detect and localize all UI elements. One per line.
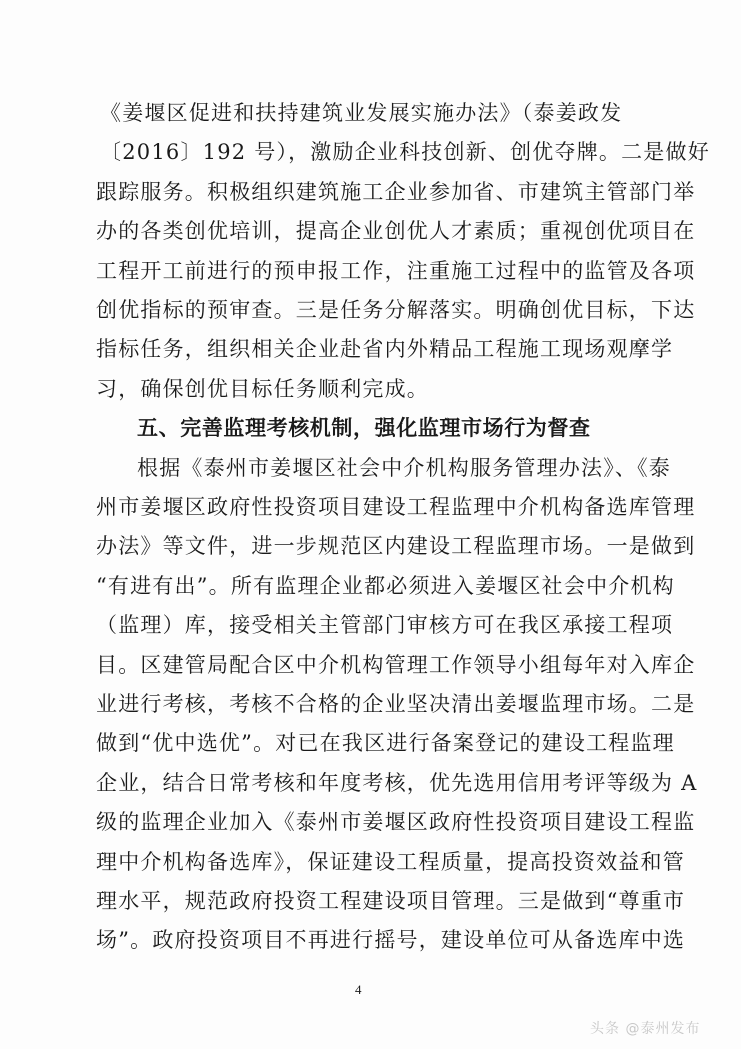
paragraph-line: 习，确保创优目标任务顺利完成。 bbox=[96, 376, 429, 401]
paragraph-line: 理中介机构备选库》，保证建设工程质量，提高投资效益和管 bbox=[96, 849, 685, 874]
paragraph-line: 办法》等文件，进一步规范区内建设工程监理市场。一是做到 bbox=[96, 534, 696, 559]
paragraph-line: 目。区建管局配合区中介机构管理工作领导小组每年对入库企 bbox=[96, 652, 696, 677]
paragraph-line: 指标任务，组织相关企业赴省内外精品工程施工现场观摩学 bbox=[96, 337, 674, 362]
section-heading: 五、完善监理考核机制，强化监理市场行为督查 bbox=[137, 416, 591, 441]
paragraph-line: 跟踪服务。积极组织建筑施工企业参加省、市建筑主管部门举 bbox=[96, 179, 696, 204]
paragraph-line: （监理）库，接受相关主管部门审核方可在我区承接工程项 bbox=[96, 613, 674, 638]
paragraph-line: “有进有出”。所有监理企业都必须进入姜堰区社会中介机构 bbox=[96, 573, 675, 598]
page-number: 4 bbox=[355, 982, 362, 997]
paragraph-line: 〔2016〕192 号），激励企业科技创新、创优夺牌。二是做好 bbox=[100, 140, 710, 165]
paragraph-line: 理水平，规范政府投资工程建设项目管理。三是做到“尊重市 bbox=[96, 889, 686, 913]
paragraph-line: 州市姜堰区政府性投资项目建设工程监理中介机构备选库管理 bbox=[96, 495, 696, 519]
paragraph-line: 工程开工前进行的预申报工作，注重施工过程中的监管及各项 bbox=[96, 258, 696, 283]
paragraph-line: 场”。政府投资项目不再进行摇号，建设单位可从备选库中选 bbox=[96, 928, 686, 953]
paragraph-line: 企业，结合日常考核和年度考核，优先选用信用考评等级为 A bbox=[96, 770, 698, 795]
paragraph-line: 级的监理企业加入《泰州市姜堰区政府性投资项目建设工程监 bbox=[96, 810, 696, 835]
paragraph-line: 创优指标的预审查。三是任务分解落实。明确创优目标，下达 bbox=[96, 298, 696, 322]
watermark: 头条 @泰州发布 bbox=[590, 1021, 701, 1037]
paragraph-line: 根据《泰州市姜堰区社会中介机构服务管理办法》、《泰 bbox=[137, 455, 671, 480]
paragraph-line: 《姜堰区促进和扶持建筑业发展实施办法》（泰姜政发 bbox=[100, 101, 623, 125]
paragraph-line: 做到“优中选优”。对已在我区进行备案登记的建设工程监理 bbox=[96, 731, 675, 756]
paragraph-line: 业进行考核，考核不合格的企业坚决清出姜堰监理市场。二是 bbox=[96, 692, 696, 716]
paragraph-line: 办的各类创优培训，提高企业创优人才素质；重视创优项目在 bbox=[96, 219, 696, 244]
